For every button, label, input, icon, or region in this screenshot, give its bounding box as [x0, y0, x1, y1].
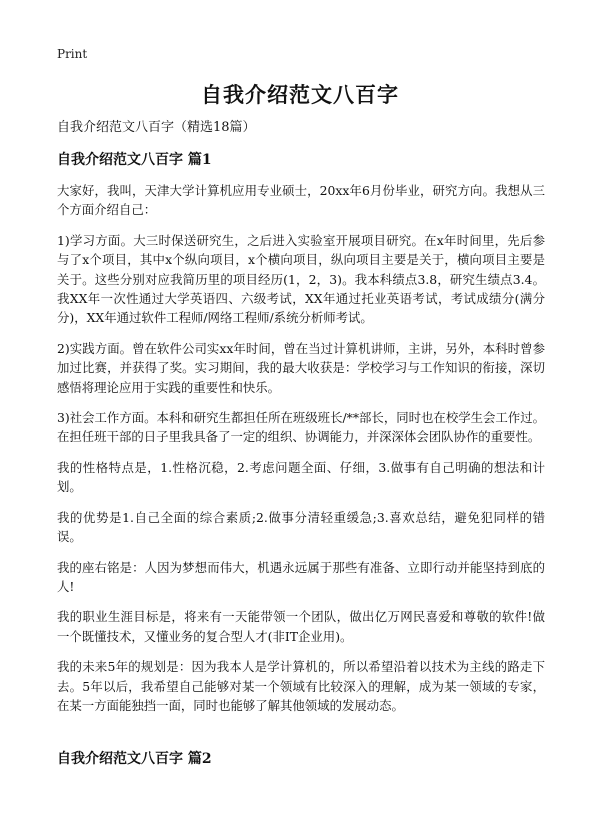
paragraph-motto: 我的座右铭是：人因为梦想而伟大，机遇永远属于那些有准备、立即行动并能坚持到底的人!	[57, 559, 545, 594]
page-title: 自我介绍范文八百字	[201, 82, 399, 107]
paragraph-social-work: 3)社会工作方面。本科和研究生都担任所在班级班长/**部长，同时也在校学生会工作过。在担任班干部的日子里我具备了一定的组织、协调能力，并深深体会团队协作的重要性。	[57, 410, 545, 445]
paragraph-practice: 2)实践方面。曾在软件公司实xx年时间，曾在当过计算机讲师，主讲，另外，本科时曾参加过比赛，并获得了奖。实习期间，我的最大收获是：学校学习与工作知识的衔接，深切感悟将理论应用于实践的重要性和快乐。	[57, 340, 545, 395]
paragraph-intro: 大家好，我叫，天津大学计算机应用专业硕士，20xx年6月份毕业，研究方向。我想从三个方面介绍自己：	[57, 183, 545, 218]
document-subtitle: 自我介绍范文八百字（精选18篇）	[57, 120, 256, 135]
paragraph-five-year-plan: 我的未来5年的规划是：因为我本人是学计算机的，所以希望沿着以技术为主线的路走下去。5年以后，我希望自己能够对某一个领域有比较深入的理解，成为某一领域的专家，在某一方面能独挡一面，同时也能够了解其他领域的发展动态。	[57, 659, 545, 713]
section-1-body	[57, 181, 545, 726]
paragraph-study: 1)学习方面。大三时保送研究生，之后进入实验室开展项目研究。在x年时间里，先后参与了x个项目，其中x个纵向项目，x个横向项目，纵向项目主要是关于，横向项目主要是关于。这些分别对应我简历里的项目经历(1，2，3)。我本科绩点3.8，研究生绩点3.4。我XX年一次性通过大学英语四、六级考试，XX年通过托业英语考试，考试成绩分(满分分)，XX年通过软件工程师/网络工程师/系统分析师考试。	[57, 232, 545, 326]
print-label: Print	[57, 47, 88, 61]
section-heading-1: 自我介绍范文八百字 篇1	[57, 152, 212, 168]
paragraph-career-goal: 我的职业生涯目标是，将来有一天能带领一个团队，做出亿万网民喜爱和尊敬的软件!做一个既懂技术，又懂业务的复合型人才(非IT企业用)。	[57, 609, 545, 644]
section-heading-2: 自我介绍范文八百字 篇2	[57, 751, 212, 767]
paragraph-personality: 我的性格特点是，1.性格沉稳，2.考虑问题全面、仔细，3.做事有自己明确的想法和计划。	[57, 459, 545, 495]
paragraph-strengths: 我的优势是1.自己全面的综合素质;2.做事分清轻重缓急;3.喜欢总结，避免犯同样的错误。	[57, 509, 545, 545]
